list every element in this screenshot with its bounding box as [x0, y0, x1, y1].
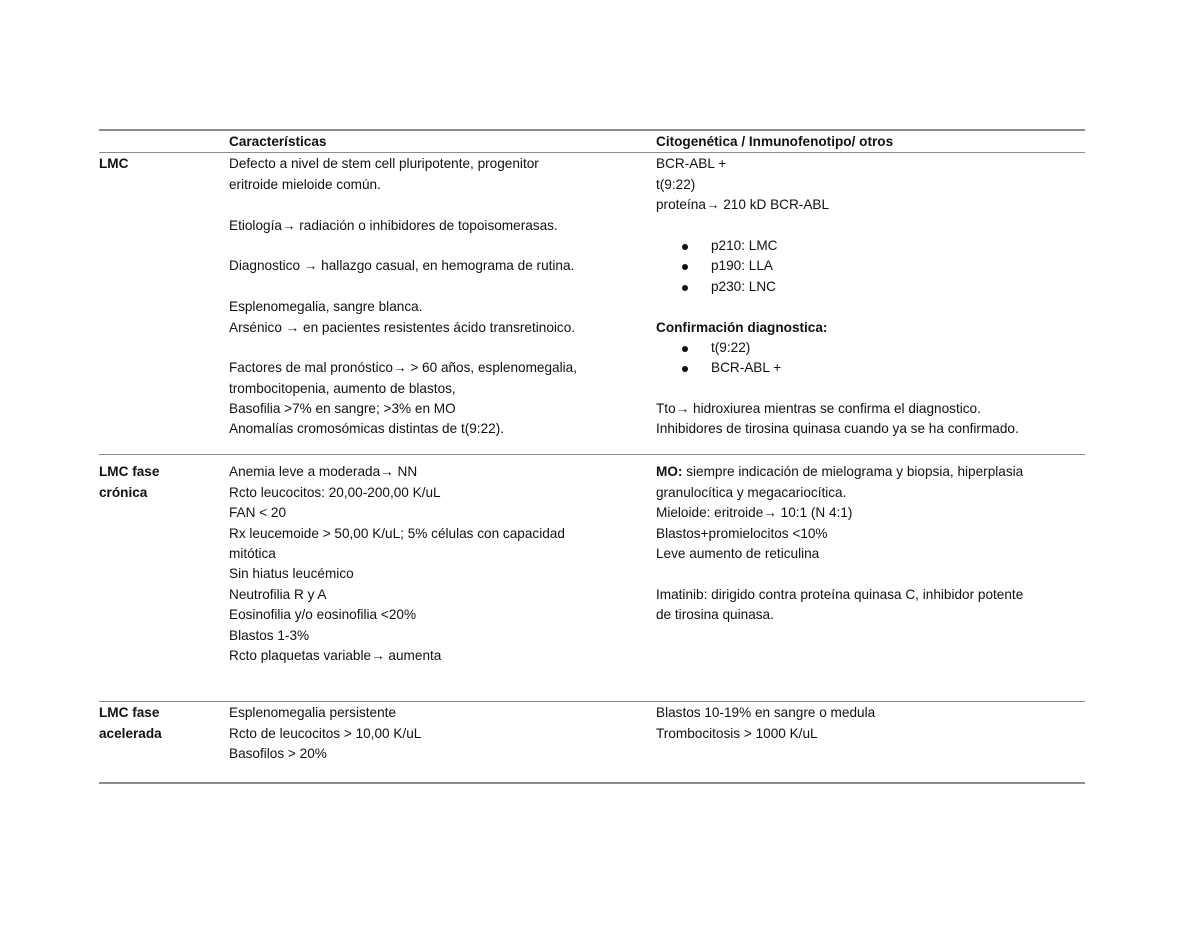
table-row-lmc [99, 153, 1085, 454]
text-line: Basofilos > 20% [229, 746, 327, 762]
row-caracteristicas [229, 154, 656, 454]
row-label [99, 462, 229, 701]
row-label-line: LMC fase [99, 464, 160, 480]
header-row [99, 131, 1085, 152]
text-line: Mieloide: eritroide→ 10:1 (N 4:1) [656, 505, 853, 521]
blank-line [656, 216, 1085, 236]
row-label-line: acelerada [99, 725, 162, 741]
text-line: Diagnostico → hallazgo casual, en hemograma de rutina. [229, 258, 575, 274]
text-line: Rx leucemoide > 50,00 K/uL; 5% células con capacidad [229, 525, 565, 541]
bullet-icon [656, 256, 711, 276]
text-line: Anomalías cromosómicas distintas de t(9:22). [229, 421, 505, 437]
row-label [99, 703, 229, 782]
text-line: Leve aumento de reticulina [656, 545, 820, 561]
bullet-item [656, 256, 1085, 276]
blank-line [656, 379, 1085, 399]
row-citogenetica [656, 703, 1085, 782]
text-line: Inhibidores de tirosina quinasa cuando ya se ha confirmado. [656, 421, 1019, 437]
header-citogenetica: Citogenética / Inmunofenotipo/ otros [656, 134, 894, 149]
text-line: t(9:22) [656, 176, 696, 192]
blank-line [656, 564, 1085, 584]
text-line: Rcto de leucocitos > 10,00 K/uL [229, 725, 422, 741]
text-line: Rcto plaquetas variable→ aumenta [229, 647, 442, 663]
bullet-icon [656, 236, 711, 256]
bullet-icon [656, 277, 711, 297]
header-caracteristicas: Características [229, 134, 327, 149]
bullet-item [656, 338, 1085, 358]
text-line: Imatinib: dirigido contra proteína quinasa C, inhibidor potente [656, 586, 1024, 602]
text-line: Blastos 10-19% en sangre o medula [656, 705, 876, 721]
text-line: Eosinofilia y/o eosinofilia <20% [229, 607, 417, 623]
bullet-item [656, 277, 1085, 297]
text-line: Rcto leucocitos: 20,00-200,00 K/uL [229, 484, 441, 500]
confirm-title: Confirmación diagnostica: [656, 319, 828, 335]
row-label-line: LMC fase [99, 705, 160, 721]
text-line: Blastos+promielocitos <10% [656, 525, 828, 541]
text-line: de tirosina quinasa. [656, 607, 774, 623]
bullet-text: p210: LMC [711, 237, 778, 253]
bullet-item [656, 358, 1085, 378]
row-label [99, 154, 229, 454]
table-row-lmc-fase-acelerada [99, 702, 1085, 782]
text-line: Esplenomegalia, sangre blanca. [229, 299, 423, 315]
text-line: trombocitopenia, aumento de blastos, [229, 380, 456, 396]
mo-line [656, 462, 1085, 482]
row-label-line: LMC [99, 156, 129, 172]
bullet-text: t(9:22) [711, 339, 751, 355]
text-line: BCR-ABL + [656, 156, 727, 172]
text-line: Anemia leve a moderada→ NN [229, 464, 418, 480]
mo-label: MO: [656, 464, 683, 480]
text-line: FAN < 20 [229, 505, 287, 521]
text-line: Etiología→ radiación o inhibidores de topoisomerasas. [229, 217, 558, 233]
mo-text: siempre indicación de mielograma y biopsia, hiperplasia [682, 464, 1024, 480]
header-col1 [99, 132, 229, 152]
text-line: Factores de mal pronóstico→ > 60 años, esplenomegalia, [229, 360, 577, 376]
text-line: eritroide mieloide común. [229, 176, 381, 192]
blank-line [229, 195, 656, 215]
bullet-text: p230: LNC [711, 278, 776, 294]
blank-line [229, 338, 656, 358]
text-line: Arsénico → en pacientes resistentes ácido transretinoico. [229, 319, 576, 335]
bullet-item [656, 236, 1085, 256]
text-line: proteína→ 210 kD BCR-ABL [656, 197, 830, 213]
row-citogenetica [656, 154, 1085, 454]
bullet-text: BCR-ABL + [711, 360, 782, 376]
document-table [99, 129, 1085, 784]
text-line: Basofilia >7% en sangre; >3% en MO [229, 401, 456, 417]
blank-line [656, 297, 1085, 317]
text-line: mitótica [229, 545, 276, 561]
row-caracteristicas [229, 462, 656, 701]
text-line: Defecto a nivel de stem cell pluripotente, progenitor [229, 156, 539, 172]
blank-line [229, 277, 656, 297]
table-row-lmc-fase-cronica [99, 455, 1085, 701]
bullet-icon [656, 358, 711, 378]
text-line: Sin hiatus leucémico [229, 566, 354, 582]
row-label-line: crónica [99, 484, 148, 500]
bullet-icon [656, 338, 711, 358]
bullet-text: p190: LLA [711, 258, 773, 274]
text-line: Blastos 1-3% [229, 627, 310, 643]
text-line: Esplenomegalia persistente [229, 705, 397, 721]
text-line: Trombocitosis > 1000 K/uL [656, 725, 818, 741]
bottom-rule [99, 782, 1085, 784]
blank-line [229, 236, 656, 256]
text-line: Tto→ hidroxiurea mientras se confirma el diagnostico. [656, 401, 981, 417]
row-citogenetica [656, 462, 1085, 701]
text-line: granulocítica y megacariocítica. [656, 484, 847, 500]
row-caracteristicas [229, 703, 656, 782]
text-line: Neutrofilia R y A [229, 586, 327, 602]
